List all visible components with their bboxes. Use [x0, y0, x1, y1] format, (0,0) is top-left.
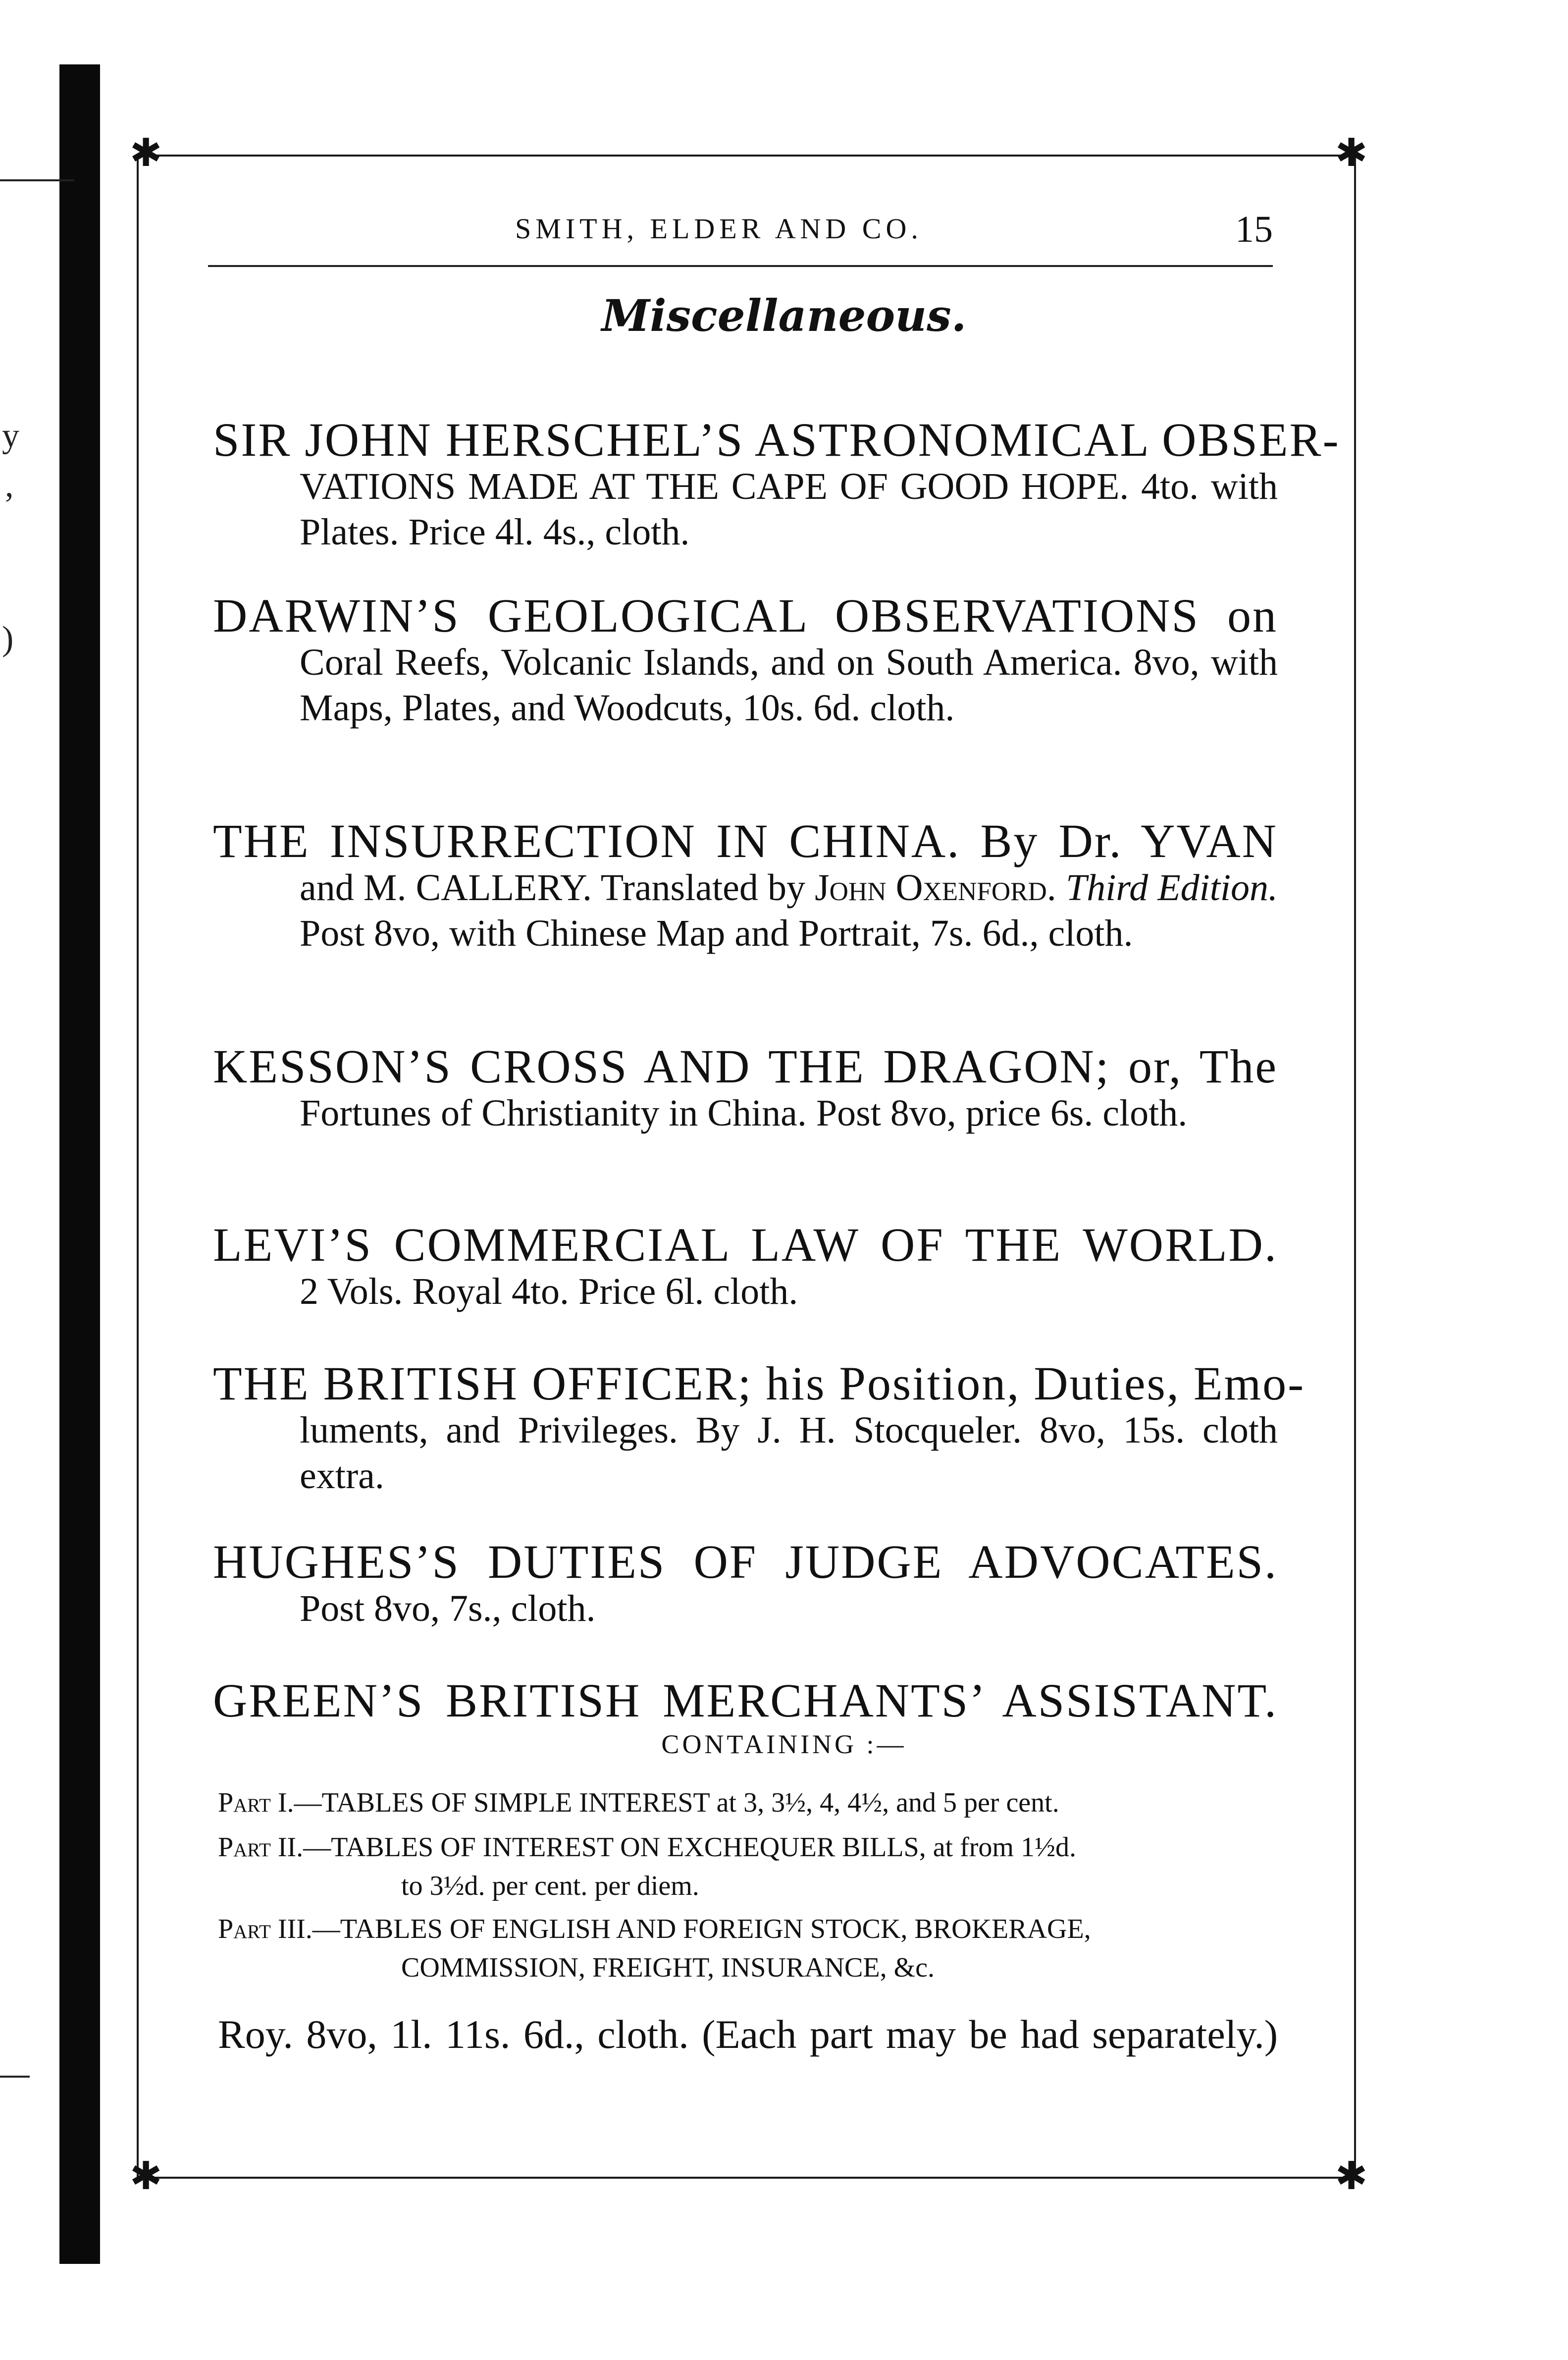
adjacent-page-fragment: y	[2, 417, 19, 455]
entry-description: Fortunes of Christianity in China. Post 8vo, price 6s. cloth.	[300, 1092, 1188, 1134]
entry-title: GREEN’S BRITISH MERCHANTS’ ASSISTANT.	[213, 1674, 1278, 1727]
entry-description: luments, and Privileges. By J. H. Stocqueler. 8vo, 15s. cloth extra.	[300, 1409, 1278, 1497]
part-item	[218, 1783, 1278, 1822]
adjacent-page-rule	[0, 179, 74, 181]
part-text-continued: COMMISSION, FREIGHT, INSURANCE, &c.	[401, 1952, 935, 1983]
price-note: Roy. 8vo, 1l. 11s. 6d., cloth. (Each part may be had separately.)	[218, 2012, 1278, 2057]
catalogue-entry	[213, 1040, 1278, 1136]
part-item	[218, 1828, 1278, 1905]
entry-title: THE BRITISH OFFICER; his Position, Duties, Emo-	[213, 1357, 1306, 1410]
part-label: Part	[218, 1914, 271, 1944]
corner-asterisk-icon: ✱	[1335, 131, 1368, 175]
frame-bottom-rule	[149, 2177, 1347, 2179]
header-rule	[208, 265, 1273, 267]
section-heading: Miscellaneous.	[601, 290, 967, 341]
contents-label: CONTAINING :—	[661, 1729, 907, 1759]
part-item	[218, 1910, 1278, 1987]
entry-title: LEVI’S COMMERCIAL LAW OF THE WORLD.	[213, 1218, 1278, 1271]
edition-label: Third Edition.	[1065, 867, 1278, 909]
catalogue-entry	[213, 1535, 1278, 1631]
entry-description: VATIONS MADE AT THE CAPE OF GOOD HOPE. 4to. with Plates. Price 4l. 4s., cloth.	[300, 466, 1278, 553]
entry-title: DARWIN’S GEOLOGICAL OBSERVATIONS on	[213, 589, 1278, 642]
entry-title: KESSON’S CROSS AND THE DRAGON; or, The	[213, 1040, 1278, 1093]
entry-description: Coral Reefs, Volcanic Islands, and on South America. 8vo, with Maps, Plates, and Woodcuts, 10s. 6d. cloth.	[300, 642, 1278, 729]
running-head	[208, 209, 1273, 257]
frame-right-rule	[1354, 155, 1356, 2177]
part-text: I.—TABLES OF SIMPLE INTEREST at 3, 3½, 4, 4½, and 5 per cent.	[277, 1787, 1059, 1818]
catalogue-entry	[213, 589, 1278, 731]
part-text: II.—TABLES OF INTEREST ON EXCHEQUER BILLS, at from 1½d.	[277, 1832, 1076, 1863]
entry-description-text: Post 8vo, with Chinese Map and Portrait, 7s. 6d., cloth.	[300, 912, 1133, 954]
part-text: III.—TABLES OF ENGLISH AND FOREIGN STOCK, BROKERAGE,	[277, 1914, 1091, 1944]
catalogue-entry	[213, 814, 1278, 956]
running-title: SMITH, ELDER AND CO.	[515, 213, 923, 245]
entry-description: 2 Vols. Royal 4to. Price 6l. cloth.	[300, 1271, 798, 1312]
catalogue-entry	[213, 413, 1340, 555]
entry-description-text: and M. CALLERY. Translated by	[300, 867, 815, 909]
entry-title: SIR JOHN HERSCHEL’S ASTRONOMICAL OBSER-	[213, 413, 1340, 466]
frame-left-rule	[137, 155, 139, 2177]
entry-title: HUGHES’S DUTIES OF JUDGE ADVOCATES.	[213, 1535, 1278, 1588]
catalogue-entry	[213, 1357, 1306, 1499]
page-number: 15	[1235, 209, 1273, 250]
corner-asterisk-icon: ✱	[130, 131, 162, 175]
catalogue-entry	[213, 1218, 1278, 1314]
adjacent-page-fragment: )	[2, 620, 14, 658]
part-label: Part	[218, 1787, 271, 1818]
translator-name: John Oxenford.	[815, 867, 1056, 909]
entry-title: THE INSURRECTION IN CHINA. By Dr. YVAN	[213, 814, 1278, 867]
corner-asterisk-icon: ✱	[130, 2154, 162, 2199]
part-text-continued: to 3½d. per cent. per diem.	[401, 1871, 699, 1901]
catalogue-entry	[213, 1674, 1278, 1727]
adjacent-page-fragment: ,	[5, 466, 14, 504]
part-label: Part	[218, 1832, 271, 1863]
adjacent-page-rule	[0, 2076, 30, 2078]
frame-top-rule	[149, 155, 1347, 157]
entry-description	[213, 865, 1278, 956]
entry-description: Post 8vo, 7s., cloth.	[300, 1588, 596, 1629]
corner-asterisk-icon: ✱	[1335, 2154, 1368, 2199]
binding-gutter-shadow	[59, 64, 100, 2264]
